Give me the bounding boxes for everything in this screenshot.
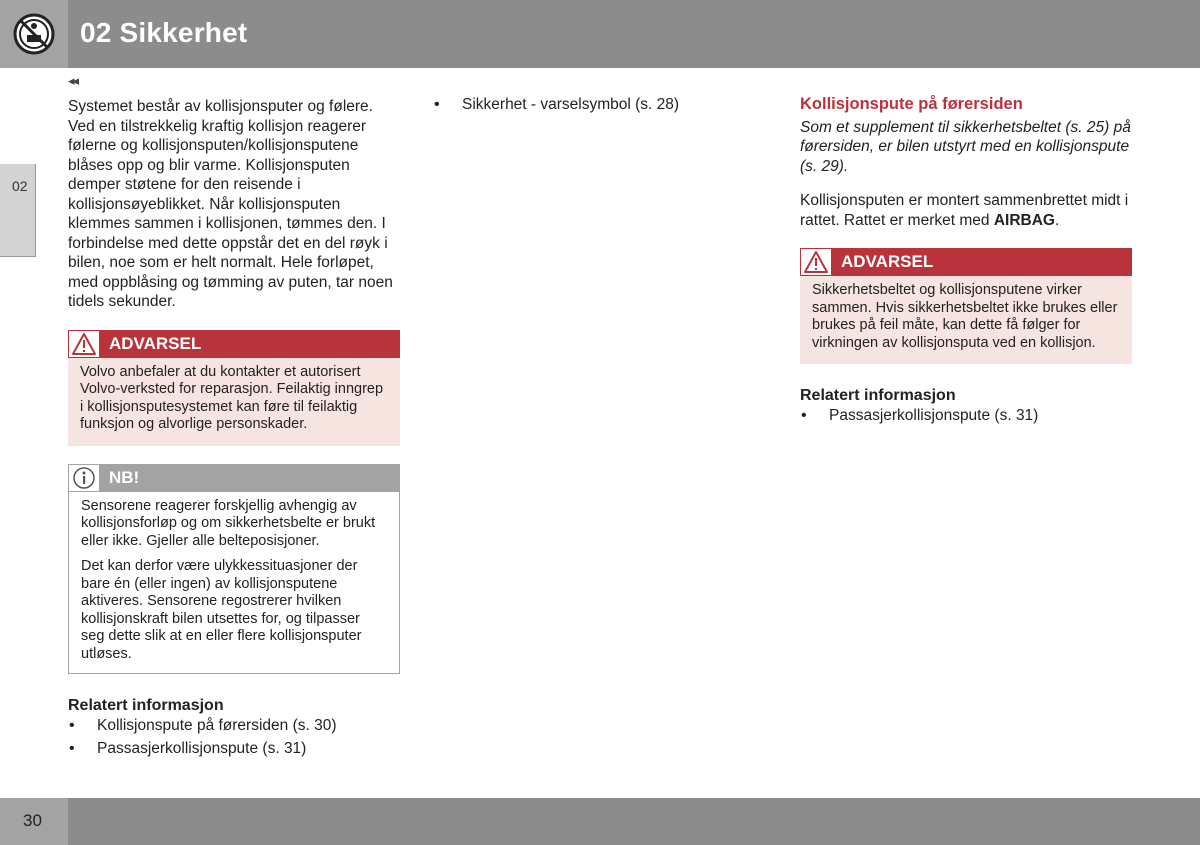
related-link[interactable]: • Passasjerkollisjonspute (s. 31) bbox=[800, 406, 1132, 426]
warning-title: ADVARSEL bbox=[109, 333, 202, 353]
note-header bbox=[68, 464, 400, 492]
note-paragraph-1: Sensorene reagerer forskjellig avhengig av kollisjonsforløp og om sikkerhetsbelte er brukt eller ikke. Gjeller alle belteposisjoner. bbox=[81, 497, 376, 549]
column-3 bbox=[800, 95, 1132, 429]
section-title: Kollisjonspute på førersiden bbox=[800, 95, 1023, 113]
section-intro: Som et supplement til sikkerhetsbeltet (s. 25) på førersiden, er bilen utstyrt med en kollisjonspute (s. 29). bbox=[800, 118, 1131, 175]
paragraph-text: Kollisjonsputen er montert sammenbrettet midt i rattet. Rattet er merket med bbox=[800, 192, 1129, 229]
page-number: 30 bbox=[23, 811, 42, 830]
related-info-list bbox=[800, 406, 1132, 426]
section-paragraph bbox=[800, 191, 1132, 230]
warning-triangle-icon bbox=[800, 248, 832, 276]
paragraph-end: . bbox=[1054, 211, 1060, 229]
warning-text: Volvo anbefaler at du kontakter et autorisert Volvo-verksted for reparasjon. Feilaktig inngrep i kollisjonsputesystemet kan føre til feilaktig funksjon og alvorlige personskader. bbox=[68, 358, 400, 446]
chapter-header bbox=[0, 0, 1200, 68]
column-2 bbox=[433, 95, 765, 119]
warning-header bbox=[68, 330, 400, 358]
related-link[interactable]: • Kollisjonspute på førersiden (s. 30) bbox=[68, 716, 400, 736]
warning-box bbox=[68, 330, 400, 446]
back-link[interactable]: ◂◂ bbox=[68, 73, 78, 88]
warning-text: Sikkerhetsbeltet og kollisjonsputene virker sammen. Hvis sikkerhetsbeltet ikke brukes eller brukes på feil måte, kan dette få følger for virkningen av kollisjonsputa ved en kollisjon. bbox=[800, 276, 1132, 364]
seatbelt-warning-icon bbox=[13, 13, 55, 55]
warning-triangle-icon bbox=[68, 330, 100, 358]
note-body bbox=[68, 492, 400, 675]
note-paragraph-2: Det kan derfor være ulykkessituasjoner der bare én (eller ingen) av kollisjonsputene aktiveres. Sensorene regostrerer hvilken kollisjonskraft bilen utsettes for, og tilpasser seg dette slik at en eller flere kollisjonsputer utløses. bbox=[81, 558, 362, 662]
body-paragraph: Systemet består av kollisjonsputer og følere. Ved en tilstrekkelig kraftig kollisjon reagerer følerne og kollisjonsputen/kollisjonsputene blåses opp og blir varme. Kollisjonsputen demper støtene for den reisende i kollisjonsøyeblikket. Når kollisjonsputen klemmes sammen i kollisjonen, tømmes den. I forbindelse med dette oppstår det en del røyk i bilen, noe som er helt normalt. Hele forløpet, med oppblåsing og tømming av puten, tar noen tidels sekunder. bbox=[68, 98, 393, 310]
column-1 bbox=[68, 95, 400, 763]
related-info-heading: Relatert informasjon bbox=[68, 697, 224, 714]
airbag-label: AIRBAG bbox=[993, 211, 1055, 229]
page-number-box bbox=[0, 798, 68, 845]
warning-header bbox=[800, 248, 1132, 276]
related-link[interactable]: • Passasjerkollisjonspute (s. 31) bbox=[68, 739, 400, 759]
side-tab-label: 02 bbox=[12, 178, 28, 194]
warning-title: ADVARSEL bbox=[841, 252, 934, 271]
note-box bbox=[68, 464, 400, 675]
note-title: NB! bbox=[109, 467, 140, 487]
chapter-title: 02 Sikkerhet bbox=[80, 17, 248, 48]
info-icon bbox=[68, 464, 100, 492]
chapter-icon-box bbox=[0, 0, 68, 68]
side-chapter-tab[interactable] bbox=[0, 164, 36, 257]
page-footer bbox=[0, 798, 1200, 845]
related-info-heading: Relatert informasjon bbox=[800, 387, 956, 404]
related-info-list-continued bbox=[433, 95, 765, 115]
related-link[interactable]: • Sikkerhet - varselsymbol (s. 28) bbox=[433, 95, 765, 115]
related-info-list bbox=[68, 716, 400, 759]
warning-box bbox=[800, 248, 1132, 364]
